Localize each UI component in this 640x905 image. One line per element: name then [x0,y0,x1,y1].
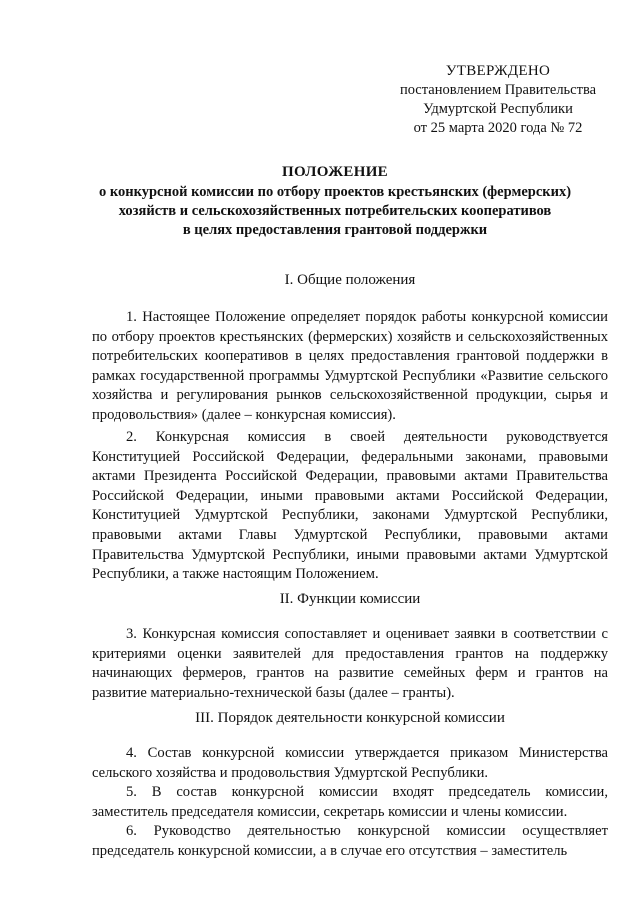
document-title [90,163,580,240]
approval-line-3: от 25 марта 2020 года № 72 [413,120,583,136]
paragraph-5: 5. В состав конкурсной комиссии входят председатель комиссии, заместитель председателя комиссии, секретарь комиссии и члены комиссии. [92,784,608,820]
paragraph-4: 4. Состав конкурсной комиссии утверждается приказом Министерства сельского хозяйства и продовольствия Удмуртской Республики. [92,745,608,781]
approval-stamp [388,62,608,138]
section-heading-1: I. Общие положения [284,272,416,288]
approval-heading: УТВЕРЖДЕНО [445,63,551,79]
section-heading-3: III. Порядок деятельности конкурсной комиссии [195,710,505,726]
title-line-3: в целях предоставления грантовой поддержки [182,222,488,238]
paragraph-1: 1. Настоящее Положение определяет порядок работы конкурсной комиссии по отбору проектов крестьянских (фермерских) хозяйств и сельскохозяйственных потребительских кооперативов в целях предоставления грантовой поддержки в рамках государственной программы Удмуртской Республики «Развитие сельского хозяйства и регулирования рынков сельскохозяйственной продукции, сырья и продовольствия» (далее – конкурсная комиссия). [92,309,608,423]
title-line-2: хозяйств и сельскохозяйственных потребительских кооперативов [118,203,552,219]
approval-line-2: Удмуртской Республики [423,101,573,117]
title-line-1: о конкурсной комиссии по отбору проектов крестьянских (фермерских) [98,184,572,200]
approval-line-1: постановлением Правительства [399,82,597,98]
paragraph-3: 3. Конкурсная комиссия сопоставляет и оценивает заявки в соответствии с критериями оценки заявителей для предоставления грантов на поддержку начинающих фермеров, грантов на развитие семейных ферм и грантов на развитие материально-технической базы (далее – гранты). [92,626,608,701]
title-main: ПОЛОЖЕНИЕ [282,164,388,180]
section-heading-2: II. Функции комиссии [279,591,421,607]
paragraph-2: 2. Конкурсная комиссия в своей деятельности руководствуется Конституцией Российской Федерации, федеральными законами, правовыми актами Президента Российской Федерации, правовыми актами Правительства Российской Федерации, иными правовыми актами Российской Федерации, Конституцией Удмуртской Республики, законами Удмуртской Республики, правовыми актами Главы Удмуртской Республики, правовыми актами Правительства Удмуртской Республики, иными правовыми актами Удмуртской Республики, а также настоящим Положением. [92,429,608,583]
paragraph-6: 6. Руководство деятельностью конкурсной комиссии осуществляет председатель конкурсной комиссии, а в случае его отсутствия – заместитель [92,823,608,859]
